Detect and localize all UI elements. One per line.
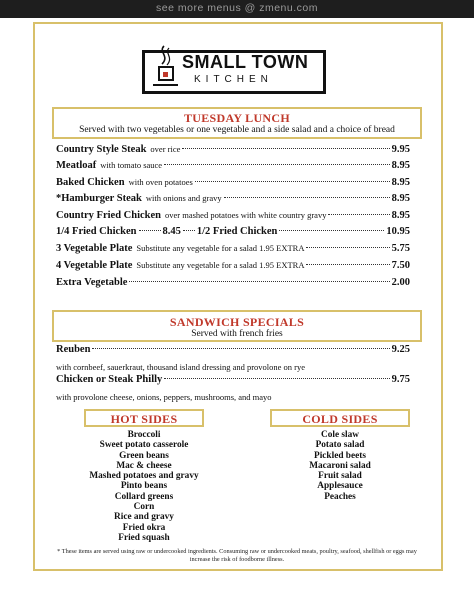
item-name: 4 Vegetable Plate	[56, 260, 133, 271]
item-name: Baked Chicken	[56, 177, 125, 188]
item-price: 9.75	[391, 374, 410, 385]
item-name: 1/2 Fried Chicken	[196, 226, 278, 237]
menu-item	[56, 374, 410, 388]
item-price: 8.45	[162, 226, 181, 237]
item-name: 1/4 Fried Chicken	[56, 226, 137, 237]
list-item: Cole slaw	[321, 430, 359, 440]
item-price: 8.95	[391, 160, 410, 171]
menu-item	[56, 177, 410, 191]
item-price: 7.50	[391, 260, 410, 271]
cold-sides-header	[270, 409, 410, 427]
item-name: Country Fried Chicken	[56, 210, 161, 221]
section-title: COLD SIDES	[302, 412, 378, 426]
watermark: see more menus @ zmenu.com	[156, 2, 318, 14]
list-item: Corn	[133, 502, 155, 513]
list-item: Fried okra	[122, 522, 166, 533]
menu-item	[56, 226, 410, 240]
item-desc: over mashed potatoes with white country gravy	[165, 210, 327, 220]
leader-dots	[183, 230, 195, 231]
list-item: Mashed potatoes and gravy	[89, 471, 199, 482]
item-name: Extra Vegetable	[56, 277, 128, 288]
item-price: 5.75	[391, 243, 410, 254]
leader-dots	[129, 281, 389, 282]
list-item: Rice and gravy	[114, 512, 174, 523]
item-desc: with tomato sauce	[100, 160, 163, 170]
leader-dots	[195, 181, 390, 182]
list-item: Mac & cheese	[116, 460, 172, 471]
item-price: 9.25	[391, 344, 410, 355]
leader-dots	[139, 230, 161, 231]
leader-dots	[306, 264, 389, 265]
leader-dots	[92, 348, 389, 349]
section-subtitle: Served with french fries	[191, 329, 283, 339]
item-desc: Substitute any vegetable for a salad 1.95 EXTRA	[136, 243, 305, 253]
menu-item	[56, 344, 410, 358]
item-price: 8.95	[391, 177, 410, 188]
leader-dots	[279, 230, 384, 231]
section-title: TUESDAY LUNCH	[183, 111, 291, 125]
list-item: Applesauce	[317, 481, 363, 492]
item-name: *Hamburger Steak	[56, 193, 142, 204]
list-item: Fruit salad	[318, 471, 362, 482]
tuesday-header	[52, 107, 422, 139]
list-item: Fried squash	[118, 532, 170, 543]
menu-item	[56, 277, 410, 291]
item-desc: with cornbeef, sauerkraut, thousand island dressing and provolone on rye	[56, 362, 306, 372]
hot-sides-list	[44, 430, 244, 543]
list-item: Peaches	[324, 491, 356, 502]
cold-sides-list	[240, 430, 440, 502]
item-price: 2.00	[391, 277, 410, 288]
leader-dots	[224, 197, 390, 198]
menu-item	[56, 144, 410, 158]
section-subtitle: Served with two vegetables or one vegetable and a side salad and a choice of bread	[79, 125, 395, 135]
menu-item	[56, 243, 410, 257]
menu-item	[56, 260, 410, 274]
section-title: HOT SIDES	[110, 412, 178, 426]
list-item: Potato salad	[315, 440, 365, 451]
item-price: 8.95	[391, 193, 410, 204]
kettle-icon	[150, 44, 180, 90]
list-item: Sweet potato casserole	[99, 440, 189, 451]
item-desc: with oven potatoes	[128, 177, 193, 187]
item-name: Country Style Steak	[56, 144, 147, 155]
list-item: Collard greens	[114, 491, 174, 502]
leader-dots	[306, 247, 389, 248]
hot-sides-header	[84, 409, 204, 427]
leader-dots	[182, 148, 389, 149]
list-item: Pickled beets	[314, 450, 366, 461]
item-desc: with provolone cheese, onions, peppers, mushrooms, and mayo	[56, 392, 272, 402]
item-name: 3 Vegetable Plate	[56, 243, 133, 254]
leader-dots	[164, 164, 390, 165]
item-price: 10.95	[386, 226, 410, 237]
list-item: Green beans	[119, 450, 169, 461]
footnote	[40, 548, 434, 564]
item-desc: Substitute any vegetable for a salad 1.95 EXTRA	[136, 260, 305, 270]
item-price: 8.95	[391, 210, 410, 221]
menu-item	[56, 210, 410, 224]
logo	[142, 44, 330, 94]
item-price: 9.95	[391, 144, 410, 155]
logo-subtitle: KITCHEN	[194, 74, 273, 85]
list-item: Pinto beans	[120, 481, 168, 492]
list-item: Macaroni salad	[309, 460, 371, 471]
leader-dots	[328, 214, 389, 215]
item-desc: over rice	[150, 144, 181, 154]
logo-title: SMALL TOWN	[182, 52, 309, 72]
menu-item	[56, 160, 410, 174]
footnote-line: * These items are served using raw or undercooked ingredients. Consuming raw or undercooked meats, poultry, seafood, shellfish or eggs may	[57, 548, 417, 555]
item-desc: with onions and gravy	[145, 193, 222, 203]
sandwich-header	[52, 310, 422, 342]
menu-item	[56, 193, 410, 207]
footnote-line: increase the risk of foodborne illness.	[189, 556, 285, 563]
item-name: Chicken or Steak Philly	[56, 374, 163, 385]
item-name: Meatloaf	[56, 160, 97, 171]
leader-dots	[164, 378, 389, 379]
item-name: Reuben	[56, 344, 91, 355]
list-item: Broccoli	[127, 430, 161, 440]
section-title: SANDWICH SPECIALS	[169, 315, 305, 329]
